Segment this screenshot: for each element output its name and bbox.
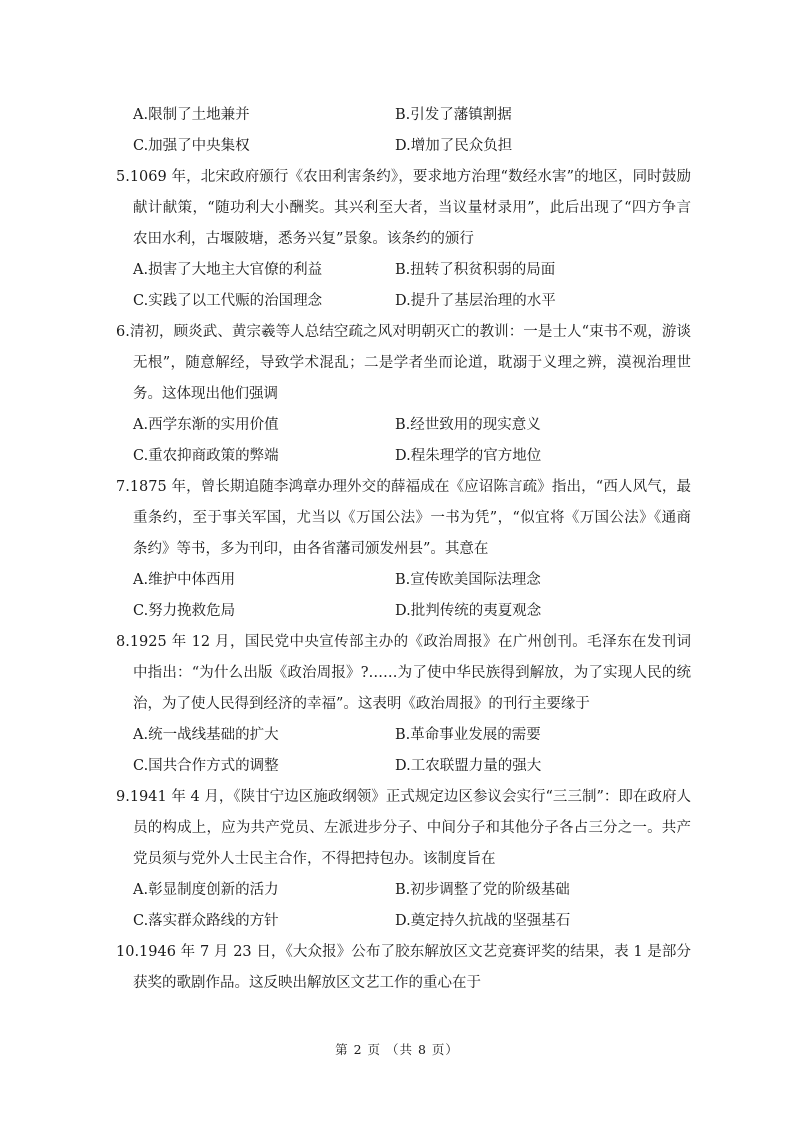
option-d[interactable]: D.批判传统的夷夏观念 — [395, 603, 542, 619]
question-10 — [116, 937, 691, 999]
option-c[interactable]: C.实践了以工代赈的治国理念 — [133, 293, 323, 309]
prev-question-options — [133, 100, 691, 162]
page-content — [116, 100, 691, 999]
question-6 — [116, 317, 691, 472]
question-9-options — [133, 875, 691, 937]
question-7 — [116, 472, 691, 627]
question-7-options — [133, 565, 691, 627]
question-8-options — [133, 720, 691, 782]
option-a[interactable]: A.维护中体西用 — [133, 572, 236, 588]
option-d[interactable]: D.提升了基层治理的水平 — [395, 293, 556, 309]
question-5-text: 5.1069 年，北宋政府颁行《农田利害条约》，要求地方治理“数经水害”的地区，同时鼓励献计献策，“随功利大小酬奖。其兴利至大者，当议量材录用”，此后出现了“四方争言农田水利，古堰陂塘，悉务兴复”景象。该条约的颁行 — [116, 169, 691, 247]
option-c[interactable]: C.努力挽救危局 — [133, 603, 236, 619]
option-d[interactable]: D.工农联盟力量的强大 — [395, 758, 542, 774]
option-a[interactable]: A.西学东渐的实用价值 — [133, 417, 279, 433]
question-8-text: 8.1925 年 12 月，国民党中央宣传部主办的《政治周报》在广州创刊。毛泽东在发刊词中指出：“为什么出版《政治周报》?……为了使中华民族得到解放，为了实现人民的统治，为了使人民得到经济的幸福”。这表明《政治周报》的刊行主要缘于 — [116, 634, 691, 712]
option-d[interactable]: D.增加了民众负担 — [395, 138, 513, 154]
question-8 — [116, 627, 691, 782]
question-6-text: 6.清初，顾炎武、黄宗羲等人总结空疏之风对明朝灭亡的教训：一是士人“束书不观，游谈无根”，随意解经，导致学术混乱；二是学者坐而论道，耽溺于义理之辨，漠视治理世务。这体现出他们强调 — [116, 324, 691, 402]
question-5-options — [133, 255, 691, 317]
option-d[interactable]: D.奠定持久抗战的坚强基石 — [395, 913, 571, 929]
option-b[interactable]: B.扭转了积贫积弱的局面 — [395, 262, 556, 278]
option-b[interactable]: B.革命事业发展的需要 — [395, 727, 541, 743]
option-a[interactable]: A.损害了大地主大官僚的利益 — [133, 262, 323, 278]
option-a[interactable]: A.彰显制度创新的活力 — [133, 882, 279, 898]
question-10-text: 10.1946 年 7 月 23 日，《大众报》公布了胶东解放区文艺竞赛评奖的结果，表 1 是部分获奖的歌剧作品。这反映出解放区文艺工作的重心在于 — [116, 944, 691, 991]
option-b[interactable]: B.宣传欧美国际法理念 — [395, 572, 541, 588]
option-d[interactable]: D.程朱理学的官方地位 — [395, 448, 542, 464]
question-5 — [116, 162, 691, 317]
question-6-options — [133, 410, 691, 472]
option-c[interactable]: C.落实群众路线的方针 — [133, 913, 279, 929]
question-9-text: 9.1941 年 4 月，《陕甘宁边区施政纲领》正式规定边区参议会实行“三三制”：即在政府人员的构成上，应为共产党员、左派进步分子、中间分子和其他分子各占三分之一。共产党员须与党外人士民主合作，不得把持包办。该制度旨在 — [116, 789, 691, 867]
option-a[interactable]: A.统一战线基础的扩大 — [133, 727, 279, 743]
option-b[interactable]: B.经世致用的现实意义 — [395, 417, 541, 433]
option-c[interactable]: C.加强了中央集权 — [133, 138, 250, 154]
option-b[interactable]: B.初步调整了党的阶级基础 — [395, 882, 570, 898]
option-c[interactable]: C.国共合作方式的调整 — [133, 758, 279, 774]
option-a[interactable]: A.限制了土地兼并 — [133, 107, 250, 123]
option-c[interactable]: C.重农抑商政策的弊端 — [133, 448, 279, 464]
question-9 — [116, 782, 691, 937]
option-b[interactable]: B.引发了藩镇割据 — [395, 107, 512, 123]
question-7-text: 7.1875 年，曾长期追随李鸿章办理外交的薛福成在《应诏陈言疏》指出，“西人风气，最重条约，至于事关军国，尤当以《万国公法》一书为凭”，“似宜将《万国公法》《通商条约》等书，多为刊印，由各省藩司颁发州县”。其意在 — [116, 479, 691, 557]
page-footer: 第 2 页 （共 8 页） — [335, 1042, 459, 1057]
